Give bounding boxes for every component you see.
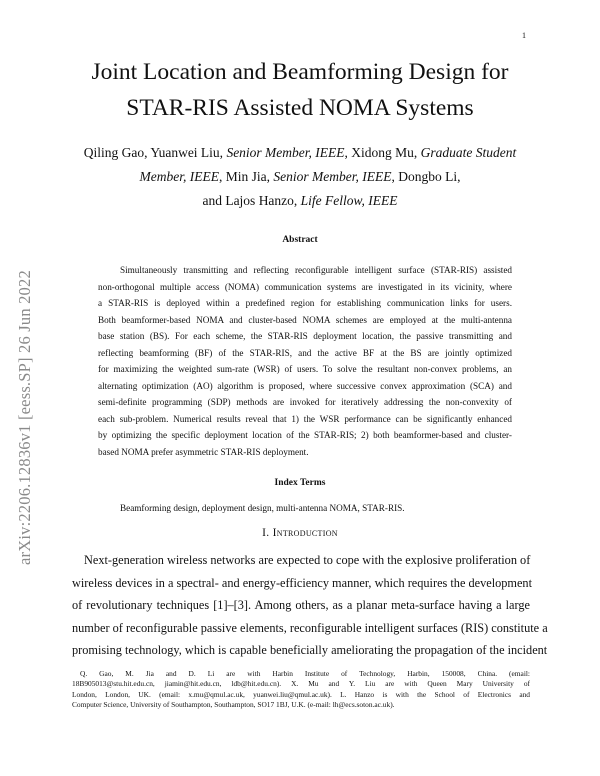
author-affiliation-role: Life Fellow, IEEE: [300, 193, 398, 208]
author-names: , Min Jia,: [219, 169, 274, 184]
author-affiliation-footnote: [72, 669, 530, 711]
abstract-line: non-orthogonal multiple access (NOMA) communication systems are investigated in its vicinity, where: [98, 281, 512, 292]
author-line-3: [60, 189, 540, 213]
author-names: Qiling Gao, Yuanwei Liu,: [83, 145, 227, 160]
footnote-line: London, London, UK. (email: x.mu@qmul.ac.uk, yuanwei.liu@qmul.ac.uk). L. Hanzo is with the School of Electronics and: [72, 689, 530, 699]
arxiv-identifier-stamp: arXiv:2206.12836v1 [eess.SP] 26 Jun 2022: [15, 270, 34, 565]
footnote-line: 18B905013@stu.hit.edu.cn, jiamin@hit.edu.cn, ldb@hit.edu.cn). X. Mu and Y. Liu are with Queen Mary University of: [72, 679, 530, 689]
abstract-heading: Abstract: [282, 235, 318, 245]
author-names: , Dongbo Li,: [391, 169, 461, 184]
introduction-body: [72, 549, 548, 662]
title-line-2: STAR-RIS Assisted NOMA Systems: [126, 95, 474, 121]
footnote-line: Computer Science, University of Southampton, Southampton, SO17 1BJ, U.K. (e-mail: lh@ecs.soton.ac.uk).: [72, 700, 395, 710]
abstract-line: semi-definite programming (SDP) methods are invoked for iteratively addressing the non-convexity of: [98, 397, 512, 407]
index-terms-heading: Index Terms: [274, 478, 326, 488]
author-affiliation-role: Graduate Student: [420, 145, 517, 160]
paper-title: [60, 54, 540, 126]
section-title: Introduction: [272, 527, 338, 539]
abstract-line: a STAR-RIS is deployed within a predefined region for establishing communication links for users.: [98, 298, 512, 308]
title-line-1: Joint Location and Beamforming Design for: [91, 59, 509, 85]
author-line-2: [60, 165, 540, 189]
abstract-body: [98, 262, 512, 460]
author-affiliation-role: Senior Member, IEEE: [273, 169, 392, 184]
abstract-line: reflecting beamforming (BF) of the STAR-RIS, and the active BF at the BS are jointly optimized: [98, 347, 512, 358]
section-heading-introduction: [0, 527, 600, 539]
abstract-line: for maximizing the weighted sum-rate (WSR) of users. To solve the resultant non-convex problems, an: [98, 364, 512, 374]
intro-line: wireless devices in a spectral- and energy-efficiency manner, which requires the development: [72, 575, 532, 590]
author-affiliation-role: Member, IEEE: [139, 169, 219, 184]
section-number: I.: [262, 527, 273, 539]
abstract-line: based NOMA prefer asymmetric STAR-RIS deployment.: [98, 446, 309, 457]
author-list: [60, 141, 540, 213]
author-affiliation-role: Senior Member, IEEE: [226, 145, 345, 160]
footnote-line: Q. Gao, M. Jia and D. Li are with Harbin Institute of Technology, Harbin, 150008, China. (email:: [80, 669, 530, 678]
author-line-1: [60, 141, 540, 165]
abstract-line: Simultaneously transmitting and reflecting reconfigurable intelligent surface (STAR-RIS) assisted: [120, 265, 512, 275]
intro-line: number of reconfigurable passive elements, reconfigurable intelligent surfaces (RIS) constitute a: [72, 620, 548, 635]
author-names: and Lajos Hanzo,: [202, 193, 301, 208]
abstract-line: alternating optimization (AO) algorithm is proposed, where successive convex approximation (SCA) and: [98, 380, 512, 391]
intro-line: of revolutionary techniques [1]–[3]. Among others, as a planar meta-surface having a large: [72, 598, 530, 613]
abstract-line: base station (BS). For each scheme, the STAR-RIS deployment location, the passive transmitting and: [98, 331, 512, 341]
author-names: , Xidong Mu,: [344, 145, 421, 160]
abstract-line: Both beamformer-based NOMA and cluster-based NOMA schemes are employed at the multi-antenna: [98, 314, 512, 325]
page-number: 1: [522, 31, 526, 40]
abstract-line: each sub-problem. Numerical results reveal that 1) the WSR performance can be significantly enhanced: [98, 413, 512, 424]
abstract-line: by optimizing the specific deployment location of the STAR-RIS; 2) both beamformer-based and cluster-: [98, 430, 512, 440]
index-terms-body: Beamforming design, deployment design, multi-antenna NOMA, STAR-RIS.: [120, 503, 405, 513]
intro-line: Next-generation wireless networks are expected to cope with the explosive proliferation of: [84, 553, 531, 567]
intro-line: promising technology, which is capable beneficially ameliorating the propagation of the incident: [72, 643, 548, 658]
